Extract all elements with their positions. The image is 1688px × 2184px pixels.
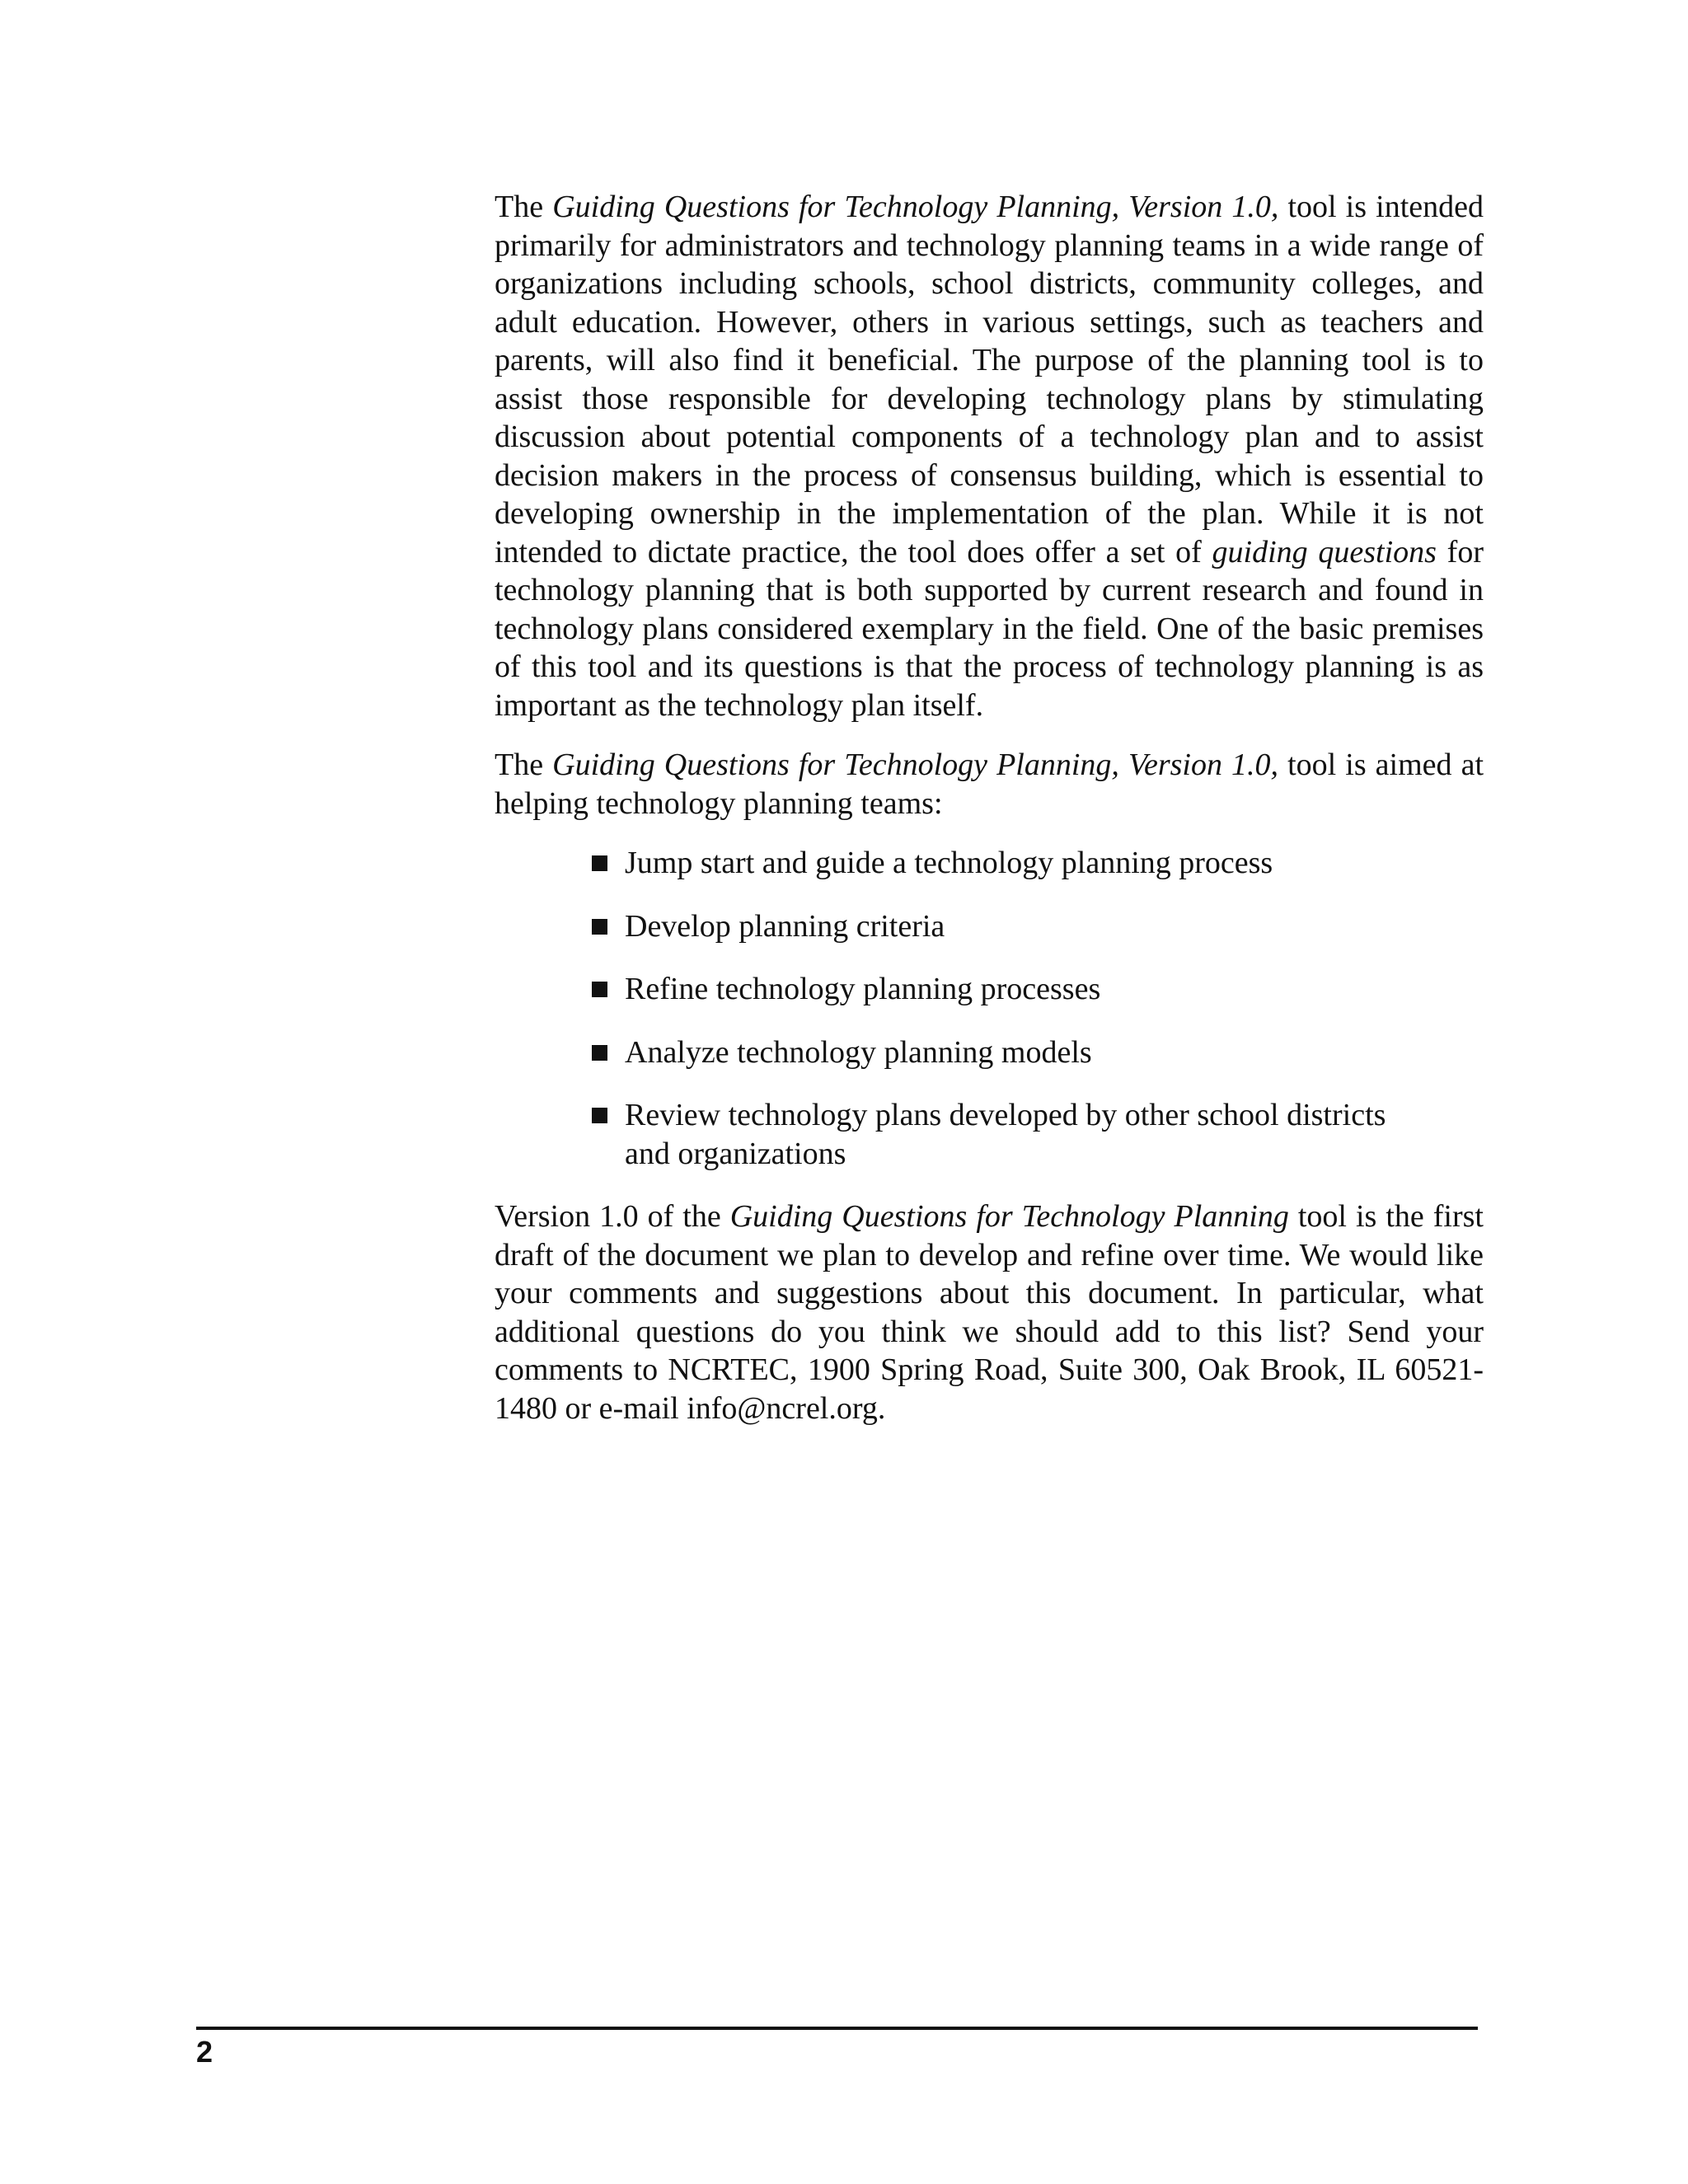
document-title-italic: Guiding Questions for Technology Planning, Version 1.0, (552, 190, 1279, 224)
list-item (592, 907, 1484, 946)
square-bullet-icon (592, 1108, 607, 1123)
list-item-text: Refine technology planning processes (625, 972, 1101, 1006)
square-bullet-icon (592, 919, 607, 935)
feedback-title-italic: Guiding Questions for Technology Planning (729, 1199, 1289, 1234)
aim-title-italic: Guiding Questions for Technology Planning, Version 1.0, (552, 748, 1279, 782)
guiding-questions-italic: guiding questions (1212, 534, 1437, 569)
body-text-column (495, 188, 1484, 1449)
square-bullet-icon (592, 1045, 607, 1061)
list-item-text: Analyze technology planning models (625, 1034, 1092, 1070)
feedback-paragraph (495, 1197, 1484, 1427)
intro-body: tool is intended primarily for administrators and technology planning teams in a wide range of organizations including schools, school districts, community colleges, and adult education. However, others in various settings, such as teachers and parents, will also find it beneficial. The purpose of the planning tool is to assist those responsible for developing technology plans by stimulating discussion about potential components of a technology plan and to assist decision makers in the process of consensus building, which is essential to developing ownership in the implementation of the plan. While it is not intended to dictate practice, the tool does offer a set of (495, 190, 1484, 569)
aim-lead: The (495, 748, 553, 782)
feedback-lead: Version 1.0 of the (495, 1199, 730, 1234)
aim-tail: tool is aimed at helping technology planning teams: (495, 748, 1484, 821)
list-item-text: Develop planning criteria (625, 908, 945, 944)
feedback-tail: tool is the first draft of the document we plan to develop and refine over time. We would like your comments and suggestions about this document. In particular, what additional questions do you think we should add to this list? Send your comments to NCRTEC, 1900 Spring Road, Suite 300, Oak Brook, IL 60521-1480 or e-mail info@ncrel.org. (495, 1199, 1484, 1426)
intro-tail: for technology planning that is both supported by current research and found in technology plans considered exemplary in the field. One of the basic premises of this tool and its questions is that the process of technology planning is as important as the technology plan itself. (495, 534, 1484, 723)
intro-lead: The (495, 190, 553, 224)
list-item (592, 844, 1484, 883)
list-item (592, 1096, 1416, 1173)
intro-paragraph (495, 188, 1484, 724)
list-item (592, 970, 1484, 1009)
page-number: 2 (196, 2035, 213, 2069)
square-bullet-icon (592, 982, 607, 997)
square-bullet-icon (592, 855, 607, 871)
goals-bullet-list (495, 844, 1484, 1173)
list-item-text: Jump start and guide a technology planning process (625, 846, 1273, 880)
footer-divider (196, 2027, 1478, 2030)
list-item (592, 1033, 1484, 1072)
list-item-text: Review technology plans developed by other school districts and organizations (625, 1098, 1386, 1171)
aim-paragraph (495, 746, 1484, 823)
